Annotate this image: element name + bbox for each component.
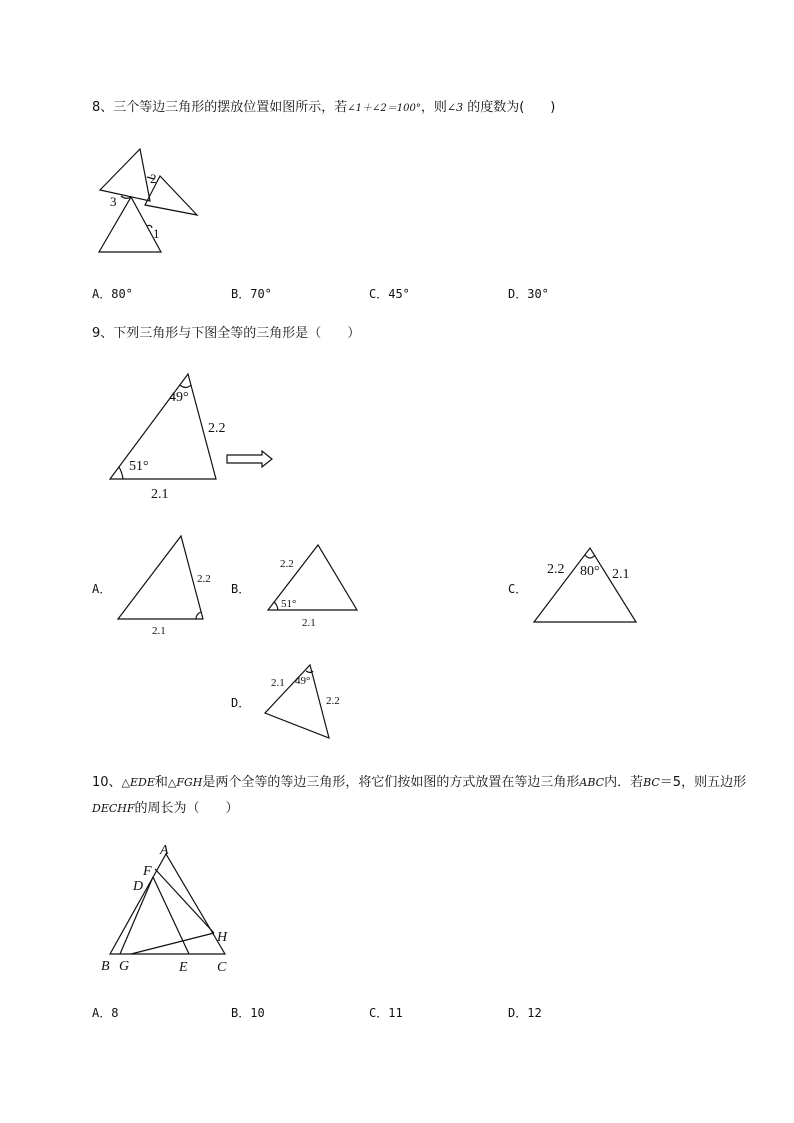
q9-option-b-letter[interactable]: B． (231, 582, 251, 596)
svg-text:H: H (217, 930, 228, 945)
q9-reference-triangle (100, 365, 280, 505)
svg-text:2.1: 2.1 (302, 617, 316, 629)
q8-option-c[interactable]: C．45° (369, 287, 410, 301)
q8-stem: 8、三个等边三角形的摆放位置如图所示，若∠1＋∠2＝100°，则∠3 的度数为( ) (92, 100, 556, 115)
svg-text:2.2: 2.2 (326, 695, 340, 707)
svg-text:2.2: 2.2 (547, 562, 565, 577)
q10-stem: 10、△EDE和△FGH是两个全等的等边三角形，将它们按如图的方式放置在等边三角形ABC内．若BC＝5，则五边形DECHF的周长为（ ） (92, 775, 747, 816)
q10-option-b[interactable]: B．10 (231, 1006, 265, 1020)
q8-option-b[interactable]: B．70° (231, 287, 272, 301)
q9-option-a-triangle[interactable] (112, 530, 222, 642)
q10-figure (97, 838, 242, 980)
q10-option-a[interactable]: A．8 (92, 1006, 119, 1020)
q10-option-c[interactable]: C．11 (369, 1006, 403, 1020)
svg-text:2.2: 2.2 (280, 558, 294, 570)
svg-text:2.1: 2.1 (152, 625, 166, 637)
q9-option-c-letter[interactable]: C． (508, 582, 528, 596)
svg-text:2.1: 2.1 (151, 487, 169, 502)
q8-left-triangle (100, 149, 150, 201)
q9-option-d-triangle[interactable] (260, 660, 355, 744)
q8-label-3: 3 (110, 194, 117, 209)
q8-option-d[interactable]: D．30° (508, 287, 549, 301)
svg-text:2.1: 2.1 (612, 567, 630, 582)
svg-text:C: C (217, 960, 227, 975)
svg-text:2.1: 2.1 (271, 677, 285, 689)
svg-text:80°: 80° (580, 564, 600, 579)
svg-text:F: F (143, 864, 152, 879)
q8-option-a[interactable]: A．80° (92, 287, 133, 301)
svg-text:E: E (179, 960, 188, 975)
q9-option-c-triangle[interactable] (530, 543, 640, 627)
svg-text:49°: 49° (169, 390, 189, 405)
svg-text:G: G (119, 959, 130, 974)
q8-bottom-triangle (99, 197, 161, 252)
q9-option-b-triangle[interactable] (262, 538, 367, 632)
q8-label-1: 1 (153, 226, 160, 241)
svg-text:49°: 49° (295, 675, 311, 687)
q10-triangle-abc (110, 854, 225, 954)
svg-text:A: A (160, 843, 169, 858)
q9-angle-51-arc (119, 467, 123, 479)
q8-three-triangles-figure (95, 140, 205, 260)
q9-stem: 9、下列三角形与下图全等的三角形是（ ） (92, 326, 361, 341)
q10-option-d[interactable]: D．12 (508, 1006, 542, 1020)
svg-text:D: D (133, 879, 144, 894)
svg-text:B: B (101, 959, 110, 974)
q9-option-a-letter[interactable]: A． (92, 582, 112, 596)
svg-text:51°: 51° (281, 598, 297, 610)
q9-option-d-letter[interactable]: D． (231, 696, 251, 710)
svg-text:2.2: 2.2 (197, 573, 211, 585)
q9-arrow-icon (227, 451, 272, 467)
q9-angle-49-arc (180, 385, 191, 388)
svg-text:51°: 51° (129, 459, 149, 474)
svg-text:2.2: 2.2 (208, 421, 226, 436)
q8-label-2: 2 (150, 171, 157, 186)
